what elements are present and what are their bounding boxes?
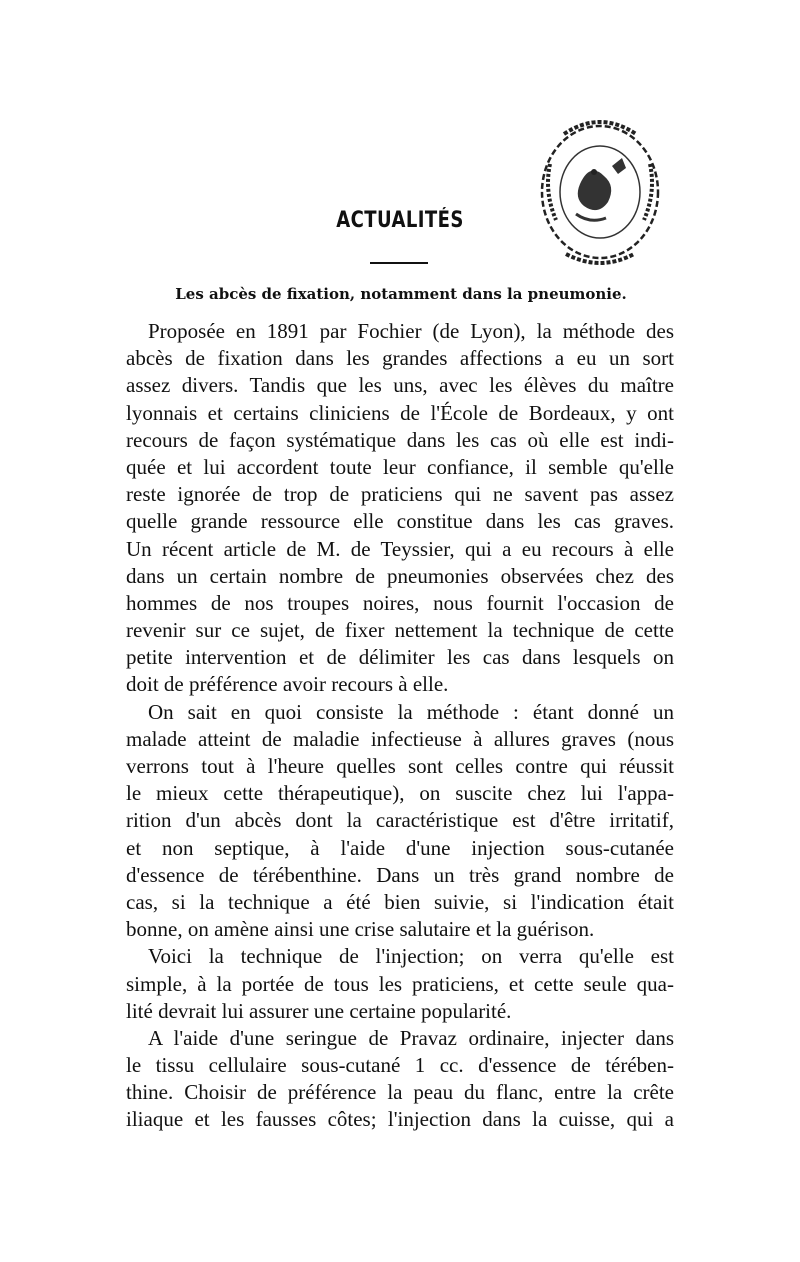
text-line: d'essence de térébenthine. Dans un très grand nombre de: [126, 862, 674, 887]
text-line: quelle grande ressource elle constitue dans les cas graves.: [126, 509, 674, 534]
text-line: recours de façon systématique dans les cas où elle est indi-: [126, 427, 674, 452]
text-line: assez divers. Tandis que les uns, avec les élèves du maître: [126, 373, 674, 398]
text-line: lyonnais et certains cliniciens de l'École de Bordeaux, y ont: [126, 400, 674, 425]
text-line: reste ignorée de trop de praticiens qui ne savent pas assez: [126, 482, 674, 507]
text-line: le mieux cette thérapeutique), on suscite chez lui l'appa-: [126, 781, 674, 806]
article-title: Les abcès de fixation, notamment dans la pneumonie.: [175, 285, 627, 303]
text-line: thine. Choisir de préférence la peau du flanc, entre la crête: [126, 1080, 674, 1105]
text-line: Voici la technique de l'injection; on verra qu'elle est: [148, 944, 674, 969]
text-line: quée et lui accordent toute leur confiance, il semble qu'elle: [126, 454, 674, 479]
text-line: lité devrait lui assurer une certaine popularité.: [126, 998, 512, 1023]
text-line: hommes de nos troupes noires, nous fournit l'occasion de: [126, 590, 674, 615]
text-line: Proposée en 1891 par Fochier (de Lyon), la méthode des: [148, 319, 674, 343]
text-line: On sait en quoi consiste la méthode : étant donné un: [148, 699, 674, 724]
stamp-graphic: [530, 104, 670, 274]
text-line: abcès de fixation dans les grandes affections a eu un sort: [126, 346, 674, 371]
section-heading: ACTUALITÉS: [336, 208, 464, 233]
text-line: Un récent article de M. de Teyssier, qui a eu recours à elle: [126, 536, 674, 561]
text-line: iliaque et les fausses côtes; l'injection dans la cuisse, qui a: [126, 1107, 674, 1132]
article-body: [126, 318, 674, 1134]
text-line: cas, si la technique a été bien suivie, si l'indication était: [126, 889, 674, 914]
heading-divider: [370, 262, 428, 264]
text-line: simple, à la portée de tous les praticiens, et cette seule qua-: [126, 971, 674, 996]
text-line: le tissu cellulaire sous-cutané 1 cc. d'essence de térében-: [126, 1053, 674, 1078]
library-seal-stamp-icon: [530, 104, 670, 274]
text-line: et non septique, à l'aide d'une injection sous-cutanée: [126, 835, 674, 860]
text-line: revenir sur ce sujet, de fixer nettement la technique de cette: [126, 618, 674, 643]
text-line: malade atteint de maladie infectieuse à allures graves (nous: [126, 726, 674, 751]
text-line: rition d'un abcès dont la caractéristique est d'être irritatif,: [126, 808, 674, 833]
text-line: verrons tout à l'heure quelles sont celles contre qui réussit: [126, 754, 674, 778]
text-line: petite intervention et de délimiter les cas dans lesquels on: [126, 645, 674, 670]
text-line: bonne, on amène ainsi une crise salutaire et la guérison.: [126, 917, 595, 942]
text-line: dans un certain nombre de pneumonies observées chez des: [126, 563, 674, 588]
text-line: doit de préférence avoir recours à elle.: [126, 672, 449, 697]
text-line: A l'aide d'une seringue de Pravaz ordinaire, injecter dans: [148, 1025, 674, 1050]
